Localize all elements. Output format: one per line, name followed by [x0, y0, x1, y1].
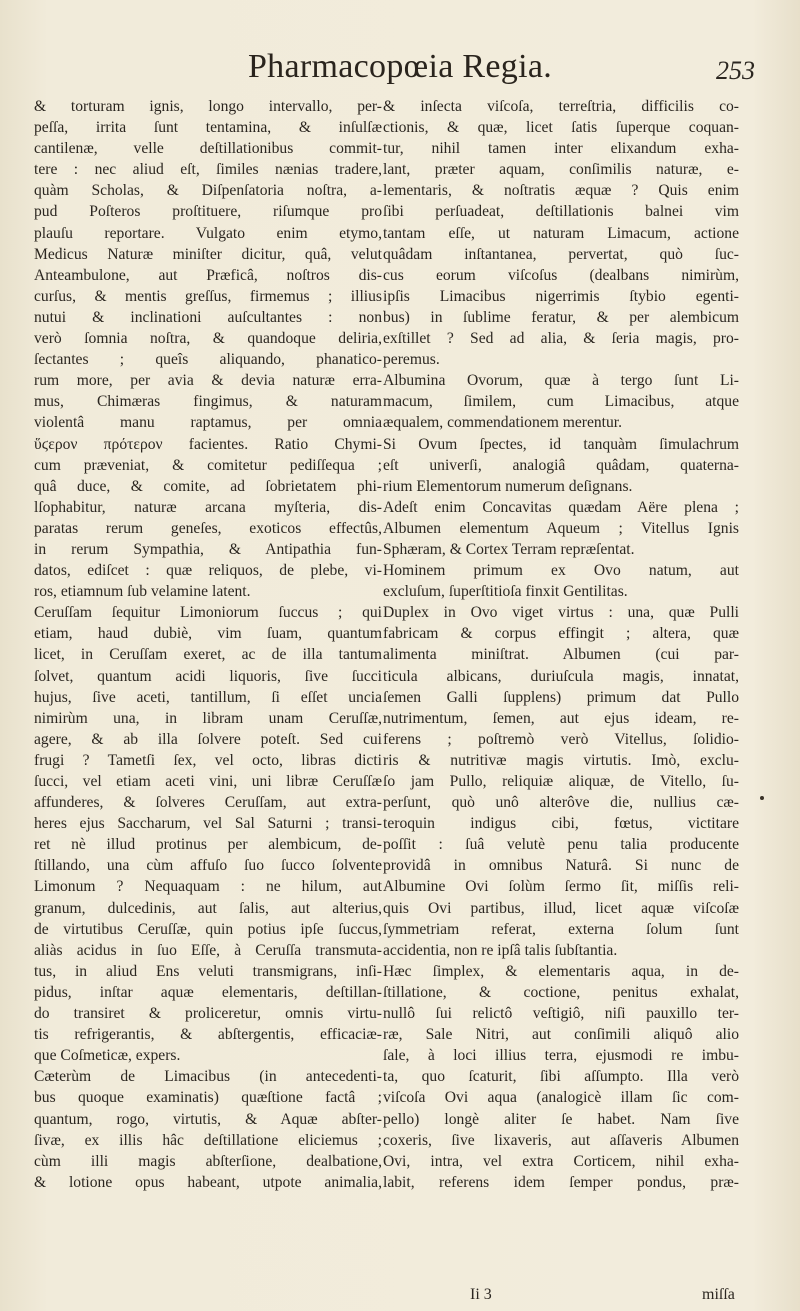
text-line: tur, nihil tamen inter elixandum exha- — [383, 140, 739, 158]
text-line: de virtutibus Ceruſſæ, quin potius ipſe ſuccus, — [34, 920, 382, 938]
text-line: rium Elementorum numerum deſignans. — [383, 477, 633, 495]
text-line: peſſa, irrita ſunt tentamina, & inſulſæ — [34, 119, 382, 137]
text-line: lſophabitur, naturæ arcana myſteria, dis- — [34, 498, 382, 516]
text-line: plauſu reportare. Vulgato enim etymo, — [34, 224, 382, 242]
text-line: ros, etiamnum ſub velamine latent. — [34, 583, 251, 601]
text-line: violentâ manu raptamus, per omnia — [34, 414, 382, 432]
text-line: tus, in aliud Ens veluti transmigrans, inſi- — [34, 962, 382, 980]
text-line: ὕϛερον πρότερον facientes. Ratio Chymi- — [34, 435, 382, 453]
text-line: verò ſomnia noſtra, & quandoque deliria, — [34, 330, 382, 348]
text-line: viſcoſa Ovi aqua (analogicè illam ſic com- — [383, 1089, 739, 1107]
text-line: Albumen elementum Aqueum ; Vitellus Ignis — [383, 519, 739, 537]
text-line: poſſit : ſuâ velutè penu talia producente — [383, 836, 739, 854]
text-line: hujus, ſive aceti, tantillum, ſi eſſet uncia — [34, 688, 382, 706]
text-line: peremus. — [383, 351, 440, 369]
text-line: Sphæram, & Cortex Terram repræſentat. — [383, 540, 635, 558]
text-line: mus, Chimæras fingimus, & naturam — [34, 393, 382, 411]
page-number: 253 — [716, 56, 755, 85]
text-line: ſtillatione, & coctione, penitus exhalat, — [383, 983, 739, 1001]
catchword: miſſa — [702, 1286, 735, 1303]
text-line: bus quoque examinatis) quæſtione factâ ; — [34, 1089, 382, 1107]
text-line: macum, ſimilem, cum Limacibus, atque — [383, 393, 739, 411]
text-line: Medicus Naturæ miniſter dicitur, quâ, velut — [34, 245, 382, 263]
text-line: cum præveniat, & comitetur pediſſequa ; — [34, 456, 382, 474]
margin-mark — [760, 796, 764, 800]
text-line: & inſecta viſcoſa, terreſtria, difficilis co- — [383, 98, 739, 115]
text-line: etiam, haud dubiè, vim ſuam, quantum — [34, 625, 382, 643]
text-line: paratas rerum geneſes, exoticos effectûs, — [34, 519, 382, 537]
text-line: excluſum, ſuperſtitioſa finxit Gentilitas. — [383, 583, 628, 601]
text-line: Adeſt enim Concavitas quædam Aëre plena ; — [383, 498, 739, 516]
text-line: Hominem primum ex Ovo natum, aut — [383, 562, 739, 580]
text-line: quâ duce, & comite, ad ſobrietatem phi- — [34, 477, 382, 495]
text-line: ſivæ, ex illis hâc deſtillatione eliciemus ; — [34, 1131, 382, 1149]
text-line: ipſis Limacibus nigerrimis ſtybio egenti- — [383, 287, 739, 305]
text-line: lant, præter aquam, conſimilis naturæ, e- — [383, 161, 739, 179]
text-line: Albumine Ovi ſolùm ſermo ſit, miſſis reli- — [383, 878, 739, 896]
text-line: ſo jam Pullo, reliquiæ aliquæ, de Vitello, ſu- — [383, 773, 739, 790]
text-line: coxeris, ſive lixaveris, aut aſſaveris Albumen — [383, 1131, 739, 1149]
text-line: ta, quo ſcaturit, ſibi aſſumpto. Illa verò — [383, 1068, 739, 1086]
text-line: quantum, rogo, virtutis, & Aquæ abſter- — [34, 1110, 382, 1128]
text-line: pud Poſteros proſtituere, riſumque pro — [34, 203, 382, 221]
text-line: Limonum ? Nequaquam : ne hilum, aut — [34, 878, 382, 896]
text-line: ſemen Galli ſupplens) primum dat Pullo — [383, 688, 739, 706]
running-title: Pharmacopœia Regia. — [247, 48, 553, 85]
text-line: teroquin indigus cibi, fœtus, victitare — [383, 815, 739, 833]
text-line: nutrimentum, ſemen, aut ejus ideam, re- — [383, 709, 739, 727]
text-line: ticula albicans, duriuſcula magis, innatat, — [383, 667, 739, 685]
text-line: ſibi perſuadeat, deſtillationis balnei vim — [383, 203, 739, 221]
text-line: ſymmetriam referat, externa ſolum ſunt — [383, 920, 739, 938]
text-line: ſale, à loci illius terra, ejusmodi re imbu- — [383, 1047, 739, 1065]
text-line: in rerum Sympathia, & Antipathia fun- — [34, 540, 382, 558]
text-line: cùm illi magis abſterſione, dealbatione, — [34, 1152, 382, 1170]
text-line: ris & nutritivæ magis virtutis. Imò, exclu- — [383, 751, 739, 769]
text-line: ſucci, vel etiam aceti vini, uni libræ Ceruſſæ — [34, 773, 382, 790]
text-line: curſus, & mentis greſſus, firmemus ; illius — [34, 287, 382, 305]
text-line: lementaris, & noſtratis æquæ ? Quis enim — [383, 182, 739, 200]
text-line: eſt univerſi, analogiâ quâdam, quaterna- — [383, 456, 739, 474]
text-line: affunderes, & ſolveres Ceruſſam, aut extra- — [34, 794, 382, 812]
text-line: providâ in omnibus Naturâ. Si nunc de — [383, 857, 739, 875]
text-line: exſtillet ? Sed ad alia, & ſeria magis, pro- — [383, 330, 739, 348]
text-line: bus) in ſublime feratur, & per alembicum — [383, 308, 739, 326]
right-text-column — [383, 96, 739, 1193]
text-line: ret nè illud protinus per alembicum, de- — [34, 836, 382, 854]
text-line: ræ, Sale Nitri, aut conſimili aliquô alio — [383, 1026, 739, 1044]
text-line: Duplex in Ovo viget virtus : una, quæ Pulli — [383, 604, 739, 622]
text-line: Ceruſſam ſequitur Limoniorum ſuccus ; qui — [34, 604, 382, 622]
text-line: aliàs acidus in ſuo Eſſe, à Ceruſſa transmuta- — [34, 941, 382, 959]
text-line: quis Ovi partibus, illud, licet aquæ viſcoſæ — [383, 899, 739, 917]
text-line: Cæterùm de Limacibus (in antecedenti- — [34, 1068, 382, 1086]
text-line: que Coſmeticæ, expers. — [34, 1047, 181, 1065]
text-line: licet, in Ceruſſam exeret, ac de illa tantum — [34, 646, 382, 664]
text-line: ferens ; poſtremò verò Vitellus, ſolidio- — [383, 730, 739, 748]
text-line: ſectantes ; queîs aliquando, phanatico- — [34, 351, 382, 369]
text-line: Hæc ſimplex, & elementaris aqua, in de- — [383, 962, 739, 980]
text-line: rum more, per avia & devia naturæ erra- — [34, 372, 382, 390]
text-line: Albumina Ovorum, quæ à tergo ſunt Li- — [383, 372, 739, 390]
text-line: perſunt, quò unô alterôve die, nullius cæ- — [383, 794, 739, 812]
text-line: frugi ? Tametſi ſex, vel octo, libras dicti — [34, 751, 382, 769]
text-line: cantilenæ, velle deſtillationibus commit- — [34, 140, 382, 158]
text-line: alimenta miniſtrat. Albumen (cui par- — [383, 646, 739, 664]
text-line: quàm Scholas, & Diſpenſatoria noſtra, a- — [34, 182, 382, 200]
left-text-column — [34, 96, 382, 1193]
text-line: agere, & ab illa ſolvere poteſt. Sed cui — [34, 730, 382, 748]
text-line: granum, dulcedinis, aut ſalis, aut alterius, — [34, 899, 382, 917]
text-line: tere : nec aliud eſt, ſimiles nænias tradere, — [34, 161, 382, 179]
text-line: & lotione opus habeant, utpote animalia, — [34, 1173, 382, 1191]
text-line: pidus, inſtar aquæ elementaris, deſtillan- — [34, 983, 382, 1001]
text-line: ſtillando, una cùm affuſo ſuo ſucco ſolvente — [34, 857, 382, 875]
text-line: labit, referens idem ſemper pondus, præ- — [383, 1173, 739, 1191]
text-line: do transiret & proliceretur, omnis virtu- — [34, 1005, 382, 1023]
text-line: æqualem, commendationem merentur. — [383, 414, 623, 432]
text-line: Ovi, intra, vel extra Corticem, nihil exha- — [383, 1152, 739, 1170]
text-line: nimirùm una, in libram unam Ceruſſæ, — [34, 709, 382, 727]
text-line: datos, ediſcet : quæ reliquos, de plebe, vi- — [34, 562, 382, 580]
text-line: tantam eſſe, ut naturam Limacum, actione — [383, 224, 739, 242]
text-line: & torturam ignis, longo intervallo, per- — [34, 98, 382, 115]
text-line: Anteambulone, aut Præficâ, noſtros dis- — [34, 266, 382, 284]
text-line: cus eorum viſcoſus (dealbans nimirùm, — [383, 266, 739, 284]
text-line: ſolvet, quantum acidi liquoris, ſive ſucci — [34, 667, 382, 685]
text-line: fabricam & corpus effingit ; altera, quæ — [383, 625, 739, 643]
text-line: ctionis, & quæ, licet ſatis ſuperque coquan- — [383, 119, 739, 137]
text-line: heres ejus Saccharum, vel Sal Saturni ; transi- — [34, 815, 382, 833]
text-line: tis refrigerantis, & abſtergentis, efficaciæ- — [34, 1026, 382, 1044]
text-line: nutui & inclinationi auſcultantes : non — [34, 308, 382, 326]
signature-mark: Ii 3 — [470, 1286, 492, 1303]
text-line: accidentia, non re ipſâ talis ſubſtantia. — [383, 941, 618, 959]
text-line: quâdam inſtantanea, pervertat, quò ſuc- — [383, 245, 739, 263]
text-line: Si Ovum ſpectes, id tanquàm ſimulachrum — [383, 435, 739, 453]
text-line: pello) longè aliter ſe habet. Nam ſive — [383, 1110, 739, 1128]
text-line: nullô ſui relictô veſtigiô, niſi pauxillo ter- — [383, 1005, 739, 1023]
